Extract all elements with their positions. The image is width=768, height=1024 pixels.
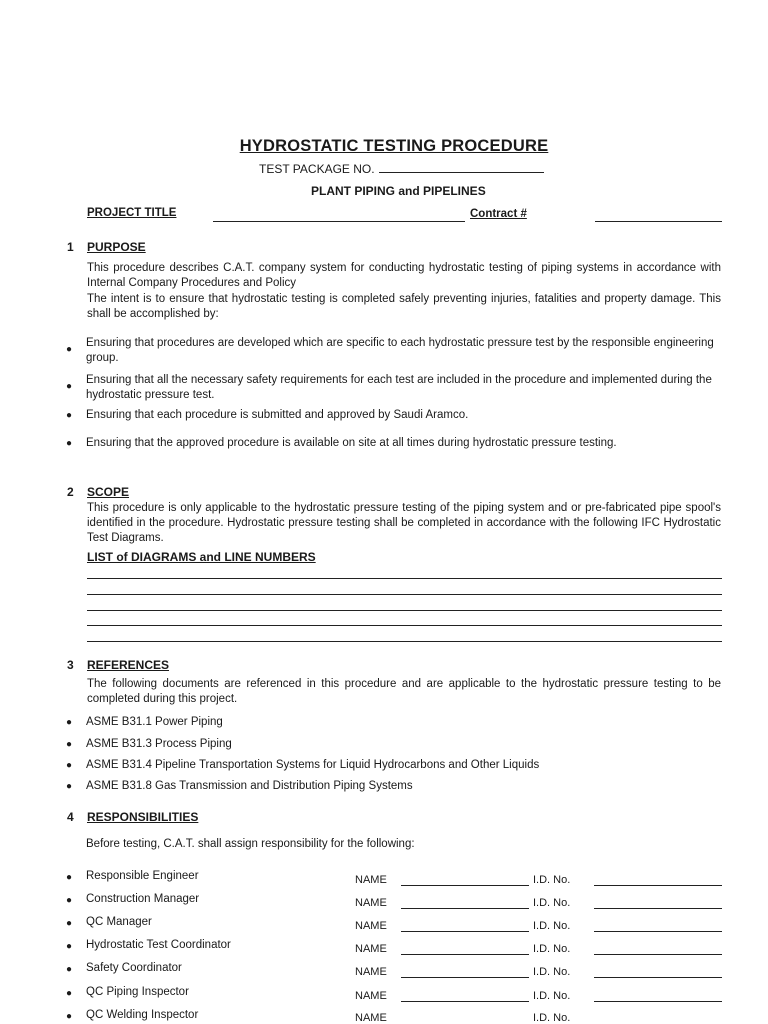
bullet-icon: ● xyxy=(66,410,73,421)
section-number: 4 xyxy=(67,810,74,824)
bullet-icon: ● xyxy=(66,872,73,883)
name-blank xyxy=(401,1001,529,1002)
bullet-icon: ● xyxy=(66,344,73,355)
document-title: HYDROSTATIC TESTING PROCEDURE xyxy=(239,137,549,155)
id-blank xyxy=(594,954,722,955)
document-subtitle: PLANT PIPING and PIPELINES xyxy=(311,184,486,198)
purpose-bullet-text: Ensuring that the approved procedure is available on site at all times during hydrostatic pressure testing. xyxy=(86,437,617,449)
diagram-list-line xyxy=(87,594,722,595)
id-blank xyxy=(594,1001,722,1002)
diagram-list-line xyxy=(87,610,722,611)
contract-label: Contract # xyxy=(470,208,527,220)
name-blank xyxy=(401,977,529,978)
contract-blank xyxy=(595,221,722,222)
project-title-label: PROJECT TITLE xyxy=(87,207,177,219)
name-label: NAME xyxy=(355,990,387,1002)
bullet-icon: ● xyxy=(66,964,73,975)
reference-item: ASME B31.1 Power Piping xyxy=(86,716,223,728)
role-label: Responsible Engineer xyxy=(86,870,199,882)
purpose-intent-paragraph: The intent is to ensure that hydrostatic testing is completed safely preventing injuries, fatalities and property damage. This shall be accomplished by: xyxy=(87,293,721,320)
test-package-blank xyxy=(379,162,544,173)
bullet-icon: ● xyxy=(66,895,73,906)
purpose-paragraph: This procedure describes C.A.T. company system for conducting hydrostatic testing of piping systems in accordance with Internal Company Procedures and Policy xyxy=(87,262,721,289)
section-heading-scope: SCOPE xyxy=(87,485,130,499)
reference-item: ASME B31.8 Gas Transmission and Distribution Piping Systems xyxy=(86,780,413,792)
diagram-list-line xyxy=(87,625,722,626)
bullet-icon: ● xyxy=(66,739,73,750)
role-label: QC Manager xyxy=(86,916,152,928)
diagram-list-line xyxy=(87,641,722,642)
references-paragraph: The following documents are referenced in this procedure and are applicable to the hydrostatic pressure testing to be completed during this project. xyxy=(87,678,721,705)
id-label: I.D. No. xyxy=(533,990,571,1002)
bullet-icon: ● xyxy=(66,988,73,999)
section-heading-responsibilities: RESPONSIBILITIES xyxy=(87,810,199,824)
name-label: NAME xyxy=(355,943,387,955)
id-label: I.D. No. xyxy=(533,1012,571,1024)
purpose-bullet-text: Ensuring that all the necessary safety requirements for each test are included in the procedure and implemented during the hydrostatic pressure test. xyxy=(86,374,712,401)
id-label: I.D. No. xyxy=(533,943,571,955)
reference-item: ASME B31.3 Process Piping xyxy=(86,738,232,750)
bullet-icon: ● xyxy=(66,941,73,952)
reference-item: ASME B31.4 Pipeline Transportation Systems for Liquid Hydrocarbons and Other Liquids xyxy=(86,759,540,771)
role-label: Hydrostatic Test Coordinator xyxy=(86,939,231,951)
bullet-icon: ● xyxy=(66,1011,73,1022)
id-blank xyxy=(594,977,722,978)
name-label: NAME xyxy=(355,897,387,909)
name-blank xyxy=(401,885,529,886)
bullet-icon: ● xyxy=(66,918,73,929)
test-package-label: TEST PACKAGE NO. xyxy=(259,162,375,176)
project-title-blank xyxy=(213,221,465,222)
role-label: Construction Manager xyxy=(86,893,200,905)
role-label: QC Piping Inspector xyxy=(86,986,189,998)
id-blank xyxy=(594,908,722,909)
section-number: 2 xyxy=(67,485,74,499)
id-label: I.D. No. xyxy=(533,966,571,978)
bullet-icon: ● xyxy=(66,381,73,392)
name-blank xyxy=(401,908,529,909)
purpose-bullet-text: Ensuring that each procedure is submitted and approved by Saudi Aramco. xyxy=(86,409,469,421)
bullet-icon: ● xyxy=(66,760,73,771)
scope-paragraph: This procedure is only applicable to the hydrostatic pressure testing of the piping system and or pre-fabricated pipe spool's identified in the procedure. Hydrostatic pressure testing shall be completed in accordance with the following IFC Hydrostatic Test Diagrams. xyxy=(87,502,721,544)
id-blank xyxy=(594,931,722,932)
test-package-row xyxy=(259,162,544,176)
role-label: Safety Coordinator xyxy=(86,962,182,974)
section-heading-purpose: PURPOSE xyxy=(87,240,146,254)
id-label: I.D. No. xyxy=(533,897,571,909)
bullet-icon: ● xyxy=(66,781,73,792)
id-label: I.D. No. xyxy=(533,920,571,932)
section-number: 1 xyxy=(67,240,74,254)
name-label: NAME xyxy=(355,966,387,978)
name-label: NAME xyxy=(355,874,387,886)
name-blank xyxy=(401,931,529,932)
id-blank xyxy=(594,885,722,886)
id-label: I.D. No. xyxy=(533,874,571,886)
section-heading-references: REFERENCES xyxy=(87,658,170,672)
responsibilities-intro: Before testing, C.A.T. shall assign responsibility for the following: xyxy=(86,838,415,850)
diagram-list-heading: LIST of DIAGRAMS and LINE NUMBERS xyxy=(87,550,316,564)
section-number: 3 xyxy=(67,658,74,672)
bullet-icon: ● xyxy=(66,438,73,449)
name-label: NAME xyxy=(355,920,387,932)
bullet-icon: ● xyxy=(66,717,73,728)
purpose-bullet-text: Ensuring that procedures are developed which are specific to each hydrostatic pressure test by the responsible engineering group. xyxy=(86,337,714,364)
diagram-list-line xyxy=(87,578,722,579)
role-label: QC Welding Inspector xyxy=(86,1009,199,1021)
name-blank xyxy=(401,954,529,955)
name-label: NAME xyxy=(355,1012,387,1024)
